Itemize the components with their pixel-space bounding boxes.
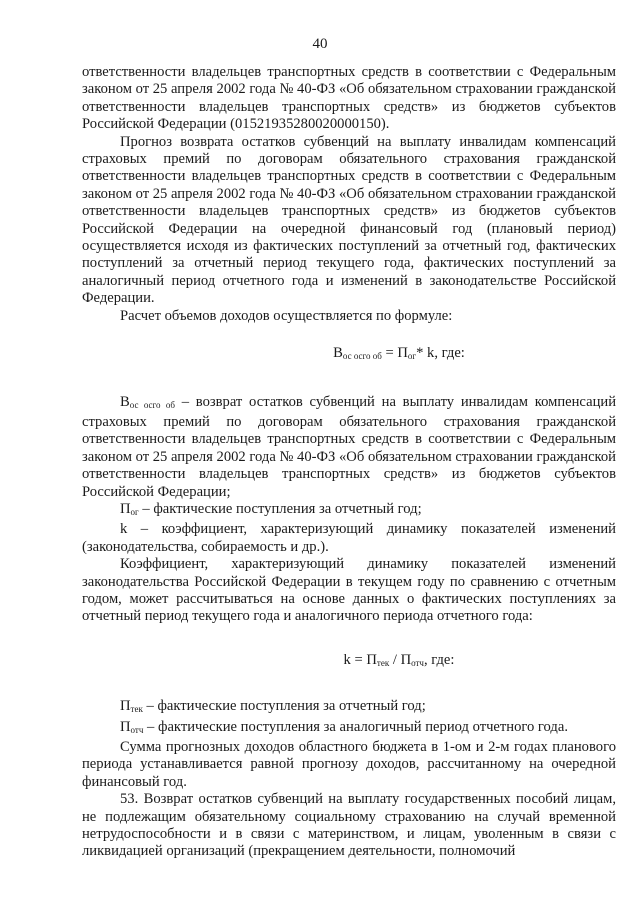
formula-equals-p: = П xyxy=(381,345,408,362)
calculation-intro: Расчет объемов доходов осуществляется по формуле: xyxy=(120,307,453,324)
definition-v: $В_{ос осго об}$ – возврат остатков субвенций на выплату инвалидам компенсаций страховых премий по договорам обязательного страхования гражданской ответственности владельцев транспортных средств в соответствии с Федеральным законом от 25 апреля 2002 года № 40-ФЗ «Об обязательном страховании гражданской ответственности владельцев транспортных средств» из бюджетов субъектов Российской Федерации; xyxy=(82,393,616,500)
document-body xyxy=(82,64,616,861)
definition-k: k – коэффициент, характеризующий динамику показателей изменений (законодательства, собираемость и др.). xyxy=(82,521,616,555)
formula-coefficient: $k = П_{тек} / П_{отч}$, где: xyxy=(343,651,455,668)
intro-paragraph: ответственности владельцев транспортных средств в соответствии с Федеральным законом от 25 апреля 2002 года № 40-ФЗ «Об обязательном страховании гражданской ответственности владельцев транспортных средств» из бюджетов субъектов Российской Федерации (01521935280020000150). xyxy=(82,64,616,133)
formula-return-balance xyxy=(82,345,616,365)
formula-tail: * k, где: xyxy=(416,345,465,362)
definition-p-tek: $П_{тек}$ – фактические поступления за отчетный год; xyxy=(120,698,426,715)
definition-p-og: $П_{ог}$ – фактические поступления за отчетный год; xyxy=(120,500,422,517)
sum-paragraph: Сумма прогнозных доходов областного бюджета в 1-ом и 2-м годах планового периода устанавливается равной прогнозу доходов, рассчитанному на очередной финансовый год. xyxy=(82,739,616,790)
formula-v-symbol: В xyxy=(333,345,343,362)
section-53-paragraph: 53. Возврат остатков субвенций на выплату государственных пособий лицам, не подлежащим обязательному социальному страхованию на случай временной нетрудоспособности и в связи с материнством, и лицам, уволенным в связи с ликвидацией организаций (прекращением деятельности, полномочий xyxy=(82,791,616,860)
formula-v-subscript: ос осго об xyxy=(342,351,382,362)
formula-p-subscript: ог xyxy=(407,351,417,362)
page-number: 40 xyxy=(312,36,328,52)
definition-p-otch: $П_{отч}$ – фактические поступления за аналогичный период отчетного года. xyxy=(120,718,568,735)
forecast-paragraph: Прогноз возврата остатков субвенций на выплату инвалидам компенсаций страховых премий по договорам обязательного страхования гражданской ответственности владельцев транспортных средств в соответствии с Федеральным законом от 25 апреля 2002 года № 40-ФЗ «Об обязательном страховании гражданской ответственности владельцев транспортных средств» из бюджетов субъектов Российской Федерации на очередной финансовый год (плановый период) осуществляется исходя из фактических поступлений за отчетный год, фактических поступлений за отчетный период текущего года, фактических поступлений за аналогичный период отчетного года и изменений в законодательстве Российской Федерации. xyxy=(82,133,616,307)
coefficient-paragraph: Коэффициент, характеризующий динамику показателей изменений законодательства Российской Федерации в текущем году по сравнению с отчетным годом, может рассчитываться на основе данных о фактических поступлениях за отчетный период текущего года и аналогичного периода отчетного года: xyxy=(82,556,616,625)
